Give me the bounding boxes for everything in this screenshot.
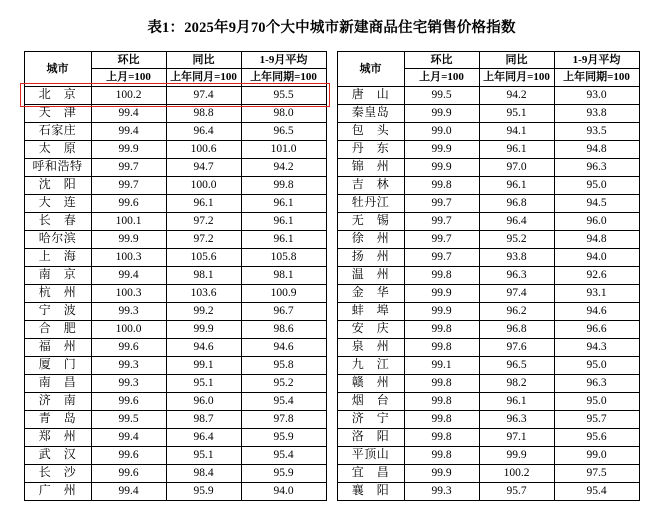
- mom-value-cell: 99.7: [404, 194, 479, 212]
- table-row: [24, 212, 326, 230]
- avg-value-cell: 96.6: [554, 320, 639, 338]
- avg-value-cell: 97.8: [241, 410, 326, 428]
- city-name-cell: 金 华: [337, 284, 404, 302]
- city-name-cell: 哈尔滨: [24, 230, 91, 248]
- yoy-value-cell: 99.1: [166, 356, 241, 374]
- table-row: [337, 194, 639, 212]
- mom-value-cell: 99.5: [404, 86, 479, 104]
- avg-value-cell: 95.7: [554, 410, 639, 428]
- table-gap: [327, 51, 337, 501]
- yoy-value-cell: 99.9: [479, 446, 554, 464]
- mom-value-cell: 99.7: [91, 176, 166, 194]
- yoy-value-cell: 94.2: [479, 86, 554, 104]
- table-row: [24, 374, 326, 392]
- mom-value-cell: 100.3: [91, 284, 166, 302]
- avg-value-cell: 98.1: [241, 266, 326, 284]
- header-yoy-right: 同比: [479, 52, 554, 69]
- header-avg-left: 1-9月平均: [241, 52, 326, 69]
- city-name-cell: 九 江: [337, 356, 404, 374]
- avg-value-cell: 95.4: [241, 446, 326, 464]
- yoy-value-cell: 95.1: [166, 374, 241, 392]
- avg-value-cell: 93.5: [554, 122, 639, 140]
- yoy-value-cell: 98.7: [166, 410, 241, 428]
- city-name-cell: 蚌 埠: [337, 302, 404, 320]
- table-body-left: [24, 86, 326, 500]
- city-name-cell: 温 州: [337, 266, 404, 284]
- avg-value-cell: 94.0: [241, 482, 326, 500]
- mom-value-cell: 99.9: [91, 140, 166, 158]
- header-avg-sub-left: 上年同期=100: [241, 69, 326, 86]
- yoy-value-cell: 97.2: [166, 230, 241, 248]
- avg-value-cell: 95.6: [554, 428, 639, 446]
- mom-value-cell: 99.3: [91, 356, 166, 374]
- table-row: [337, 410, 639, 428]
- table-row: [24, 392, 326, 410]
- city-name-cell: 武 汉: [24, 446, 91, 464]
- city-name-cell: 长 沙: [24, 464, 91, 482]
- table-row: [337, 320, 639, 338]
- yoy-value-cell: 97.1: [479, 428, 554, 446]
- city-name-cell: 唐 山: [337, 86, 404, 104]
- avg-value-cell: 94.8: [554, 140, 639, 158]
- avg-value-cell: 94.3: [554, 338, 639, 356]
- yoy-value-cell: 95.9: [166, 482, 241, 500]
- city-name-cell: 青 岛: [24, 410, 91, 428]
- yoy-value-cell: 96.1: [479, 140, 554, 158]
- yoy-value-cell: 96.0: [166, 392, 241, 410]
- city-name-cell: 郑 州: [24, 428, 91, 446]
- mom-value-cell: 100.2: [91, 86, 166, 104]
- avg-value-cell: 93.0: [554, 86, 639, 104]
- header-avg-right: 1-9月平均: [554, 52, 639, 69]
- yoy-value-cell: 99.9: [166, 320, 241, 338]
- avg-value-cell: 95.0: [554, 356, 639, 374]
- yoy-value-cell: 96.8: [479, 320, 554, 338]
- table-row: [337, 392, 639, 410]
- table-row: [24, 86, 326, 104]
- header-yoy-sub-right: 上年同月=100: [479, 69, 554, 86]
- city-name-cell: 天 津: [24, 104, 91, 122]
- city-name-cell: 福 州: [24, 338, 91, 356]
- mom-value-cell: 100.0: [91, 320, 166, 338]
- mom-value-cell: 99.9: [91, 230, 166, 248]
- table-row: [337, 176, 639, 194]
- table-row: [337, 302, 639, 320]
- header-city-left: 城市: [24, 52, 91, 87]
- table-row: [337, 248, 639, 266]
- city-name-cell: 杭 州: [24, 284, 91, 302]
- mom-value-cell: 99.9: [404, 158, 479, 176]
- yoy-value-cell: 94.7: [166, 158, 241, 176]
- yoy-value-cell: 96.1: [479, 176, 554, 194]
- yoy-value-cell: 98.4: [166, 464, 241, 482]
- mom-value-cell: 99.6: [91, 446, 166, 464]
- yoy-value-cell: 95.7: [479, 482, 554, 500]
- mom-value-cell: 99.7: [404, 212, 479, 230]
- yoy-value-cell: 100.0: [166, 176, 241, 194]
- mom-value-cell: 99.7: [404, 248, 479, 266]
- city-name-cell: 南 京: [24, 266, 91, 284]
- mom-value-cell: 99.6: [91, 194, 166, 212]
- table-row: [24, 338, 326, 356]
- avg-value-cell: 94.2: [241, 158, 326, 176]
- yoy-value-cell: 96.4: [479, 212, 554, 230]
- mom-value-cell: 99.4: [91, 266, 166, 284]
- mom-value-cell: 99.4: [91, 104, 166, 122]
- yoy-value-cell: 96.3: [479, 410, 554, 428]
- table-row: [337, 428, 639, 446]
- table-row: [24, 284, 326, 302]
- yoy-value-cell: 95.1: [166, 446, 241, 464]
- yoy-value-cell: 98.8: [166, 104, 241, 122]
- city-name-cell: 襄 阳: [337, 482, 404, 500]
- avg-value-cell: 94.8: [554, 230, 639, 248]
- mom-value-cell: 99.7: [404, 230, 479, 248]
- yoy-value-cell: 105.6: [166, 248, 241, 266]
- avg-value-cell: 98.6: [241, 320, 326, 338]
- yoy-value-cell: 96.2: [479, 302, 554, 320]
- mom-value-cell: 99.9: [404, 104, 479, 122]
- avg-value-cell: 95.9: [241, 464, 326, 482]
- mom-value-cell: 99.6: [91, 392, 166, 410]
- city-name-cell: 宜 昌: [337, 464, 404, 482]
- city-name-cell: 北 京: [24, 86, 91, 104]
- table-row: [24, 230, 326, 248]
- table-header-right: [337, 52, 639, 87]
- table-row: [24, 248, 326, 266]
- city-name-cell: 济 宁: [337, 410, 404, 428]
- mom-value-cell: 99.8: [404, 392, 479, 410]
- avg-value-cell: 92.6: [554, 266, 639, 284]
- mom-value-cell: 99.8: [404, 320, 479, 338]
- avg-value-cell: 105.8: [241, 248, 326, 266]
- mom-value-cell: 99.1: [404, 356, 479, 374]
- mom-value-cell: 99.8: [404, 176, 479, 194]
- table-row: [24, 446, 326, 464]
- city-name-cell: 合 肥: [24, 320, 91, 338]
- avg-value-cell: 99.8: [241, 176, 326, 194]
- mom-value-cell: 99.9: [404, 284, 479, 302]
- yoy-value-cell: 96.1: [166, 194, 241, 212]
- city-name-cell: 牡丹江: [337, 194, 404, 212]
- avg-value-cell: 95.2: [241, 374, 326, 392]
- yoy-value-cell: 95.2: [479, 230, 554, 248]
- mom-value-cell: 99.4: [91, 482, 166, 500]
- table-row: [337, 122, 639, 140]
- table-row: [24, 428, 326, 446]
- yoy-value-cell: 103.6: [166, 284, 241, 302]
- mom-value-cell: 100.3: [91, 248, 166, 266]
- avg-value-cell: 98.0: [241, 104, 326, 122]
- table-header-left: [24, 52, 326, 87]
- table-row: [24, 194, 326, 212]
- header-yoy-left: 同比: [166, 52, 241, 69]
- city-name-cell: 呼和浩特: [24, 158, 91, 176]
- city-name-cell: 赣 州: [337, 374, 404, 392]
- avg-value-cell: 95.9: [241, 428, 326, 446]
- page-title: 表1：2025年9月70个大中城市新建商品住宅销售价格指数: [147, 20, 516, 36]
- table-row: [337, 338, 639, 356]
- mom-value-cell: 99.8: [404, 338, 479, 356]
- table-row: [24, 104, 326, 122]
- city-name-cell: 沈 阳: [24, 176, 91, 194]
- header-row-top-right: [337, 52, 639, 69]
- avg-value-cell: 101.0: [241, 140, 326, 158]
- table-row: [337, 158, 639, 176]
- table-row: [24, 482, 326, 500]
- yoy-value-cell: 97.4: [166, 86, 241, 104]
- avg-value-cell: 95.4: [554, 482, 639, 500]
- avg-value-cell: 95.8: [241, 356, 326, 374]
- mom-value-cell: 99.6: [91, 464, 166, 482]
- avg-value-cell: 96.7: [241, 302, 326, 320]
- avg-value-cell: 96.5: [241, 122, 326, 140]
- mom-value-cell: 99.3: [91, 374, 166, 392]
- city-name-cell: 石家庄: [24, 122, 91, 140]
- yoy-value-cell: 99.2: [166, 302, 241, 320]
- table-row: [24, 158, 326, 176]
- table-row: [24, 464, 326, 482]
- city-name-cell: 徐 州: [337, 230, 404, 248]
- yoy-value-cell: 97.6: [479, 338, 554, 356]
- price-index-table-right: [337, 51, 640, 501]
- yoy-value-cell: 96.5: [479, 356, 554, 374]
- table-row: [24, 140, 326, 158]
- city-name-cell: 无 锡: [337, 212, 404, 230]
- city-name-cell: 济 南: [24, 392, 91, 410]
- header-mom-right: 环比: [404, 52, 479, 69]
- yoy-value-cell: 100.2: [479, 464, 554, 482]
- table-row: [337, 482, 639, 500]
- table-row: [337, 356, 639, 374]
- table-row: [337, 374, 639, 392]
- mom-value-cell: 99.8: [404, 410, 479, 428]
- table-row: [24, 176, 326, 194]
- yoy-value-cell: 97.4: [479, 284, 554, 302]
- yoy-value-cell: 96.1: [479, 392, 554, 410]
- avg-value-cell: 93.1: [554, 284, 639, 302]
- yoy-value-cell: 94.1: [479, 122, 554, 140]
- header-row-top-left: [24, 52, 326, 69]
- avg-value-cell: 95.5: [241, 86, 326, 104]
- mom-value-cell: 99.7: [91, 158, 166, 176]
- tables-container: [0, 51, 663, 501]
- table-row: [24, 302, 326, 320]
- avg-value-cell: 96.1: [241, 212, 326, 230]
- city-name-cell: 丹 东: [337, 140, 404, 158]
- mom-value-cell: 99.0: [404, 122, 479, 140]
- yoy-value-cell: 100.6: [166, 140, 241, 158]
- yoy-value-cell: 97.2: [166, 212, 241, 230]
- city-name-cell: 秦皇岛: [337, 104, 404, 122]
- mom-value-cell: 99.3: [91, 302, 166, 320]
- yoy-value-cell: 98.1: [166, 266, 241, 284]
- table-row: [337, 284, 639, 302]
- avg-value-cell: 94.0: [554, 248, 639, 266]
- yoy-value-cell: 93.8: [479, 248, 554, 266]
- city-name-cell: 厦 门: [24, 356, 91, 374]
- table-row: [24, 122, 326, 140]
- table-row: [337, 230, 639, 248]
- yoy-value-cell: 97.0: [479, 158, 554, 176]
- yoy-value-cell: 95.1: [479, 104, 554, 122]
- avg-value-cell: 95.0: [554, 392, 639, 410]
- mom-value-cell: 99.4: [91, 428, 166, 446]
- yoy-value-cell: 98.2: [479, 374, 554, 392]
- yoy-value-cell: 94.6: [166, 338, 241, 356]
- table-row: [24, 320, 326, 338]
- avg-value-cell: 99.0: [554, 446, 639, 464]
- table-row: [24, 356, 326, 374]
- table-row: [24, 266, 326, 284]
- yoy-value-cell: 96.3: [479, 266, 554, 284]
- avg-value-cell: 95.0: [554, 176, 639, 194]
- mom-value-cell: 99.9: [404, 302, 479, 320]
- table-row: [337, 86, 639, 104]
- table-row: [337, 464, 639, 482]
- table-row: [337, 212, 639, 230]
- avg-value-cell: 93.8: [554, 104, 639, 122]
- city-name-cell: 烟 台: [337, 392, 404, 410]
- avg-value-cell: 94.6: [554, 302, 639, 320]
- header-mom-sub-left: 上月=100: [91, 69, 166, 86]
- mom-value-cell: 99.8: [404, 446, 479, 464]
- yoy-value-cell: 96.8: [479, 194, 554, 212]
- mom-value-cell: 99.8: [404, 266, 479, 284]
- city-name-cell: 太 原: [24, 140, 91, 158]
- mom-value-cell: 99.9: [404, 140, 479, 158]
- city-name-cell: 广 州: [24, 482, 91, 500]
- avg-value-cell: 96.0: [554, 212, 639, 230]
- city-name-cell: 包 头: [337, 122, 404, 140]
- table-body-right: [337, 86, 639, 500]
- avg-value-cell: 96.1: [241, 194, 326, 212]
- city-name-cell: 大 连: [24, 194, 91, 212]
- mom-value-cell: 99.8: [404, 374, 479, 392]
- avg-value-cell: 94.5: [554, 194, 639, 212]
- avg-value-cell: 94.6: [241, 338, 326, 356]
- yoy-value-cell: 96.4: [166, 122, 241, 140]
- city-name-cell: 锦 州: [337, 158, 404, 176]
- mom-value-cell: 99.9: [404, 464, 479, 482]
- table-row: [24, 410, 326, 428]
- header-city-right: 城市: [337, 52, 404, 87]
- city-name-cell: 宁 波: [24, 302, 91, 320]
- avg-value-cell: 96.3: [554, 158, 639, 176]
- mom-value-cell: 99.3: [404, 482, 479, 500]
- city-name-cell: 洛 阳: [337, 428, 404, 446]
- header-mom-left: 环比: [91, 52, 166, 69]
- header-mom-sub-right: 上月=100: [404, 69, 479, 86]
- city-name-cell: 南 昌: [24, 374, 91, 392]
- city-name-cell: 泉 州: [337, 338, 404, 356]
- price-index-table-left: [24, 51, 327, 501]
- city-name-cell: 扬 州: [337, 248, 404, 266]
- mom-value-cell: 99.8: [404, 428, 479, 446]
- header-yoy-sub-left: 上年同月=100: [166, 69, 241, 86]
- mom-value-cell: 99.6: [91, 338, 166, 356]
- table-row: [337, 446, 639, 464]
- city-name-cell: 长 春: [24, 212, 91, 230]
- city-name-cell: 上 海: [24, 248, 91, 266]
- city-name-cell: 吉 林: [337, 176, 404, 194]
- avg-value-cell: 96.3: [554, 374, 639, 392]
- table-row: [337, 140, 639, 158]
- mom-value-cell: 99.4: [91, 122, 166, 140]
- yoy-value-cell: 96.4: [166, 428, 241, 446]
- avg-value-cell: 100.9: [241, 284, 326, 302]
- table-row: [337, 104, 639, 122]
- avg-value-cell: 96.1: [241, 230, 326, 248]
- header-avg-sub-right: 上年同期=100: [554, 69, 639, 86]
- city-name-cell: 平顶山: [337, 446, 404, 464]
- mom-value-cell: 100.1: [91, 212, 166, 230]
- avg-value-cell: 97.5: [554, 464, 639, 482]
- mom-value-cell: 99.5: [91, 410, 166, 428]
- avg-value-cell: 95.4: [241, 392, 326, 410]
- city-name-cell: 安 庆: [337, 320, 404, 338]
- table-row: [337, 266, 639, 284]
